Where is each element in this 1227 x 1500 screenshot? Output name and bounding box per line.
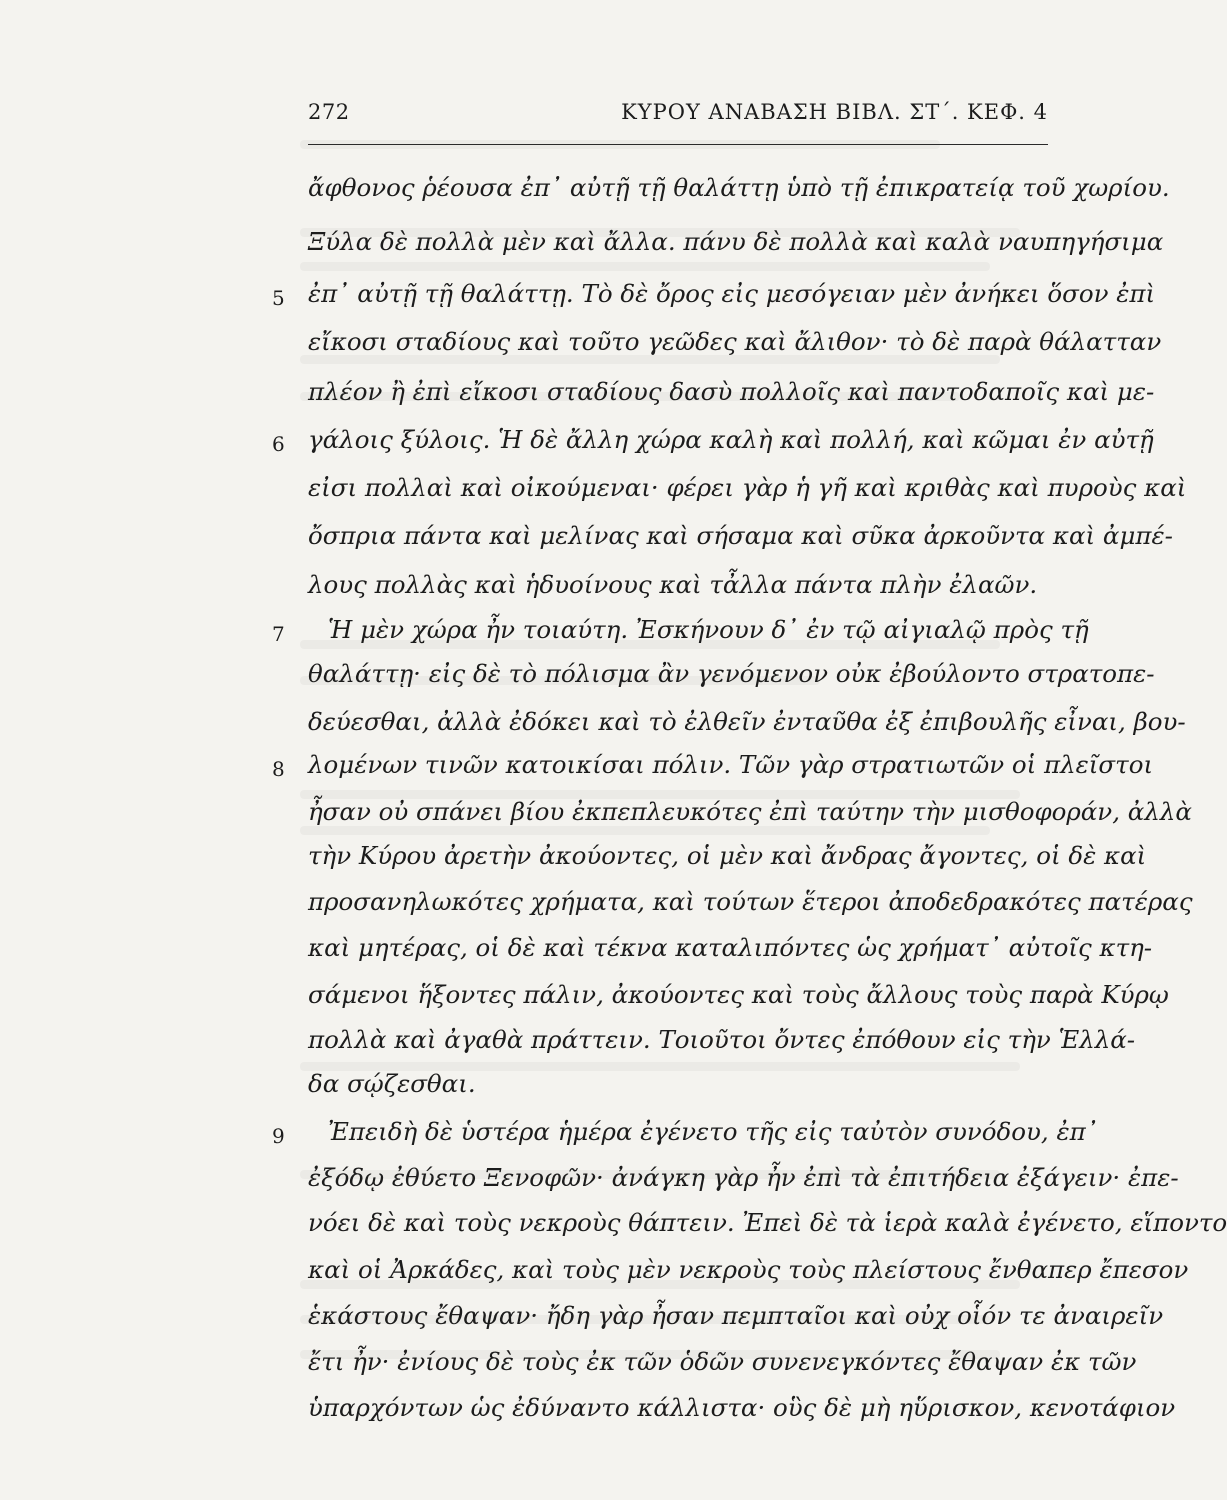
section-number: 5: [272, 286, 285, 310]
text-line: ἐπ᾽ αὐτῇ τῇ θαλάττῃ. Τὸ δὲ ὄρος εἰς μεσόγειαν μὲν ἀνήκει ὅσον ἐπὶ: [308, 279, 1156, 308]
text-line: ἑκάστους ἔθαψαν· ἤδη γὰρ ἦσαν πεμπταῖοι καὶ οὐχ οἷόν τε ἀναιρεῖν: [308, 1301, 1164, 1330]
text-line: γάλοις ξύλοις. Ἡ δὲ ἄλλη χώρα καλὴ καὶ πολλή, καὶ κῶμαι ἐν αὐτῇ: [308, 425, 1154, 454]
section-number: 8: [272, 757, 285, 781]
text-line: λομένων τινῶν κατοικίσαι πόλιν. Τῶν γὰρ στρατιωτῶν οἱ πλεῖστοι: [308, 750, 1154, 779]
text-line: ἔτι ἦν· ἐνίους δὲ τοὺς ἐκ τῶν ὁδῶν συνενεγκόντες ἔθαψαν ἐκ τῶν: [308, 1347, 1137, 1376]
text-line: Ἐπειδὴ δὲ ὑστέρα ἡμέρα ἐγένετο τῆς εἰς ταὐτὸν συνόδου, ἐπ᾽: [328, 1117, 1098, 1146]
text-line: ὄσπρια πάντα καὶ μελίνας καὶ σήσαμα καὶ σῦκα ἀρκοῦντα καὶ ἀμπέ-: [308, 521, 1173, 550]
text-line: τὴν Κύρου ἀρετὴν ἀκούοντες, οἱ μὲν καὶ ἄνδρας ἄγοντες, οἱ δὲ καὶ: [308, 841, 1147, 870]
text-line: εἰσι πολλαὶ καὶ οἰκούμεναι· φέρει γὰρ ἡ γῆ καὶ κριθὰς καὶ πυροὺς καὶ: [308, 473, 1187, 502]
text-line: δα σῴζεσθαι.: [308, 1069, 476, 1098]
text-line: ἦσαν οὐ σπάνει βίου ἐκπεπλευκότες ἐπὶ ταύτην τὴν μισθοφοράν, ἀλλὰ: [308, 797, 1192, 826]
text-line: καὶ μητέρας, οἱ δὲ καὶ τέκνα καταλιπόντες ὡς χρήματ᾽ αὐτοῖς κτη-: [308, 933, 1153, 962]
running-title: ΚΥΡΟΥ ΑΝΑΒΑΣΗ ΒΙΒΛ. ΣΤ΄. ΚΕΦ. 4: [621, 100, 1048, 124]
page-number: 272: [308, 100, 350, 124]
text-line: καὶ οἱ Ἀρκάδες, καὶ τοὺς μὲν νεκροὺς τοὺς πλείστους ἔνθαπερ ἔπεσον: [308, 1255, 1189, 1284]
text-line: πολλὰ καὶ ἀγαθὰ πράττειν. Τοιοῦτοι ὄντες ἐπόθουν εἰς τὴν Ἑλλά-: [308, 1025, 1136, 1054]
text-line: Ξύλα δὲ πολλὰ μὲν καὶ ἄλλα. πάνυ δὲ πολλὰ καὶ καλὰ ναυπηγήσιμα: [308, 227, 1164, 256]
page-header: [308, 100, 1048, 136]
text-line: θαλάττῃ· εἰς δὲ τὸ πόλισμα ἂν γενόμενον οὐκ ἐβούλοντο στρατοπε-: [308, 659, 1155, 688]
section-number: 6: [272, 432, 285, 456]
text-line: πλέον ἢ ἐπὶ εἴκοσι σταδίους δασὺ πολλοῖς καὶ παντοδαποῖς καὶ με-: [308, 377, 1155, 406]
section-number: 7: [272, 622, 285, 646]
text-line: εἴκοσι σταδίους καὶ τοῦτο γεῶδες καὶ ἄλιθον· τὸ δὲ παρὰ θάλατταν: [308, 327, 1162, 356]
text-line: δεύεσθαι, ἀλλὰ ἐδόκει καὶ τὸ ἐλθεῖν ἐνταῦθα ἐξ ἐπιβουλῆς εἶναι, βου-: [308, 707, 1186, 736]
header-rule: [308, 144, 1048, 145]
text-line: Ἡ μὲν χώρα ἦν τοιαύτη. Ἐσκήνουν δ᾽ ἐν τῷ αἰγιαλῷ πρὸς τῇ: [328, 615, 1089, 644]
section-number: 9: [272, 1124, 285, 1148]
text-line: ἐξόδῳ ἐθύετο Ξενοφῶν· ἀνάγκη γὰρ ἦν ἐπὶ τὰ ἐπιτήδεια ἐξάγειν· ἐπε-: [308, 1163, 1179, 1192]
text-line: προσανηλωκότες χρήματα, καὶ τούτων ἕτεροι ἀποδεδρακότες πατέρας: [308, 887, 1193, 916]
text-line: λους πολλὰς καὶ ἡδυοίνους καὶ τἆλλα πάντα πλὴν ἐλαῶν.: [308, 570, 1038, 599]
text-line: ἄφθονος ῥέουσα ἐπ᾽ αὐτῇ τῇ θαλάττῃ ὑπὸ τῇ ἐπικρατείᾳ τοῦ χωρίου.: [308, 173, 1170, 202]
text-line: ὑπαρχόντων ὡς ἐδύναντο κάλλιστα· οὓς δὲ μὴ ηὕρισκον, κενοτάφιον: [308, 1393, 1176, 1422]
text-line: σάμενοι ἥξοντες πάλιν, ἀκούοντες καὶ τοὺς ἄλλους τοὺς παρὰ Κύρῳ: [308, 980, 1169, 1009]
text-line: νόει δὲ καὶ τοὺς νεκροὺς θάπτειν. Ἐπεὶ δὲ τὰ ἱερὰ καλὰ ἐγένετο, εἵποντο: [308, 1208, 1227, 1237]
